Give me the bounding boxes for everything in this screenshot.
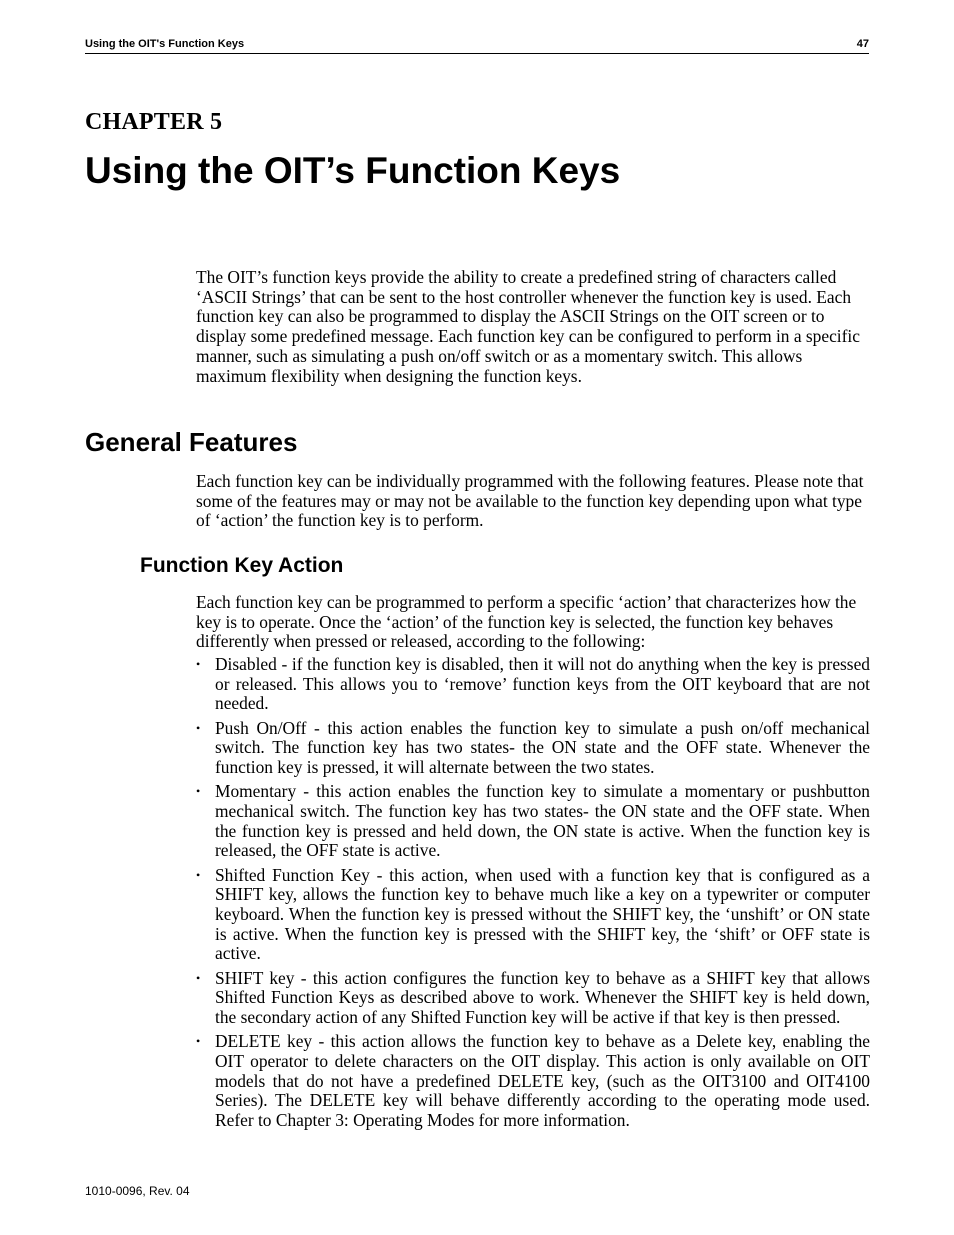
bullet-text: Disabled - if the function key is disabled, then it will not do anything when the key is pressed or released. This allows you to ‘remove’ function keys from the OIT keyboard that are not needed. — [215, 654, 870, 714]
bullet-text: Momentary - this action enables the function key to simulate a momentary or pushbutton mechanical switch. The function key has two states- the ON state and the OFF state. When the function key is pressed and held down, the ON state is active. When the function key is released, the OFF state is active. — [215, 781, 870, 861]
bullet-icon: • — [196, 657, 201, 671]
list-item — [196, 866, 870, 965]
bullet-icon: • — [196, 867, 201, 882]
footer-doc-number: 1010-0096, Rev. 04 — [85, 1184, 190, 1198]
general-features-paragraph: Each function key can be individually programmed with the following features. Please note that some of the features may or may not be available to the function key depending upon what type of ‘action’ the function key is to perform. — [196, 471, 864, 531]
bullet-icon: • — [196, 1034, 201, 1049]
running-header-title: Using the OIT's Function Keys — [85, 38, 245, 50]
chapter-label: CHAPTER 5 — [85, 109, 223, 135]
list-item — [196, 1032, 870, 1131]
bullet-icon: • — [196, 970, 201, 985]
action-bullet-list — [196, 655, 870, 1135]
function-key-action-paragraph: Each function key can be programmed to perform a specific ‘action’ that characterizes how the key is to operate. Once the ‘action’ of the function key is selected, the function key behaves differently when pressed or released, according to the following: — [196, 592, 857, 652]
bullet-text: DELETE key - this action allows the function key to behave as a Delete key, enabling the OIT operator to delete characters on the OIT display. This action is only available on OIT models that do not have a predefined DELETE key, (such as the OIT3100 and OIT4100 Series). The DELETE key will behave differently according to the operating mode used. Refer to Chapter 3: Operating Modes for more information. — [215, 1031, 870, 1130]
bullet-icon: • — [196, 784, 201, 799]
list-item — [196, 655, 870, 714]
bullet-text: SHIFT key - this action configures the function key to behave as a SHIFT key that allows Shifted Function Keys as described above to work. Whenever the SHIFT key is held down, the secondary action of any Shifted Function key will be active if that key is then pressed. — [215, 967, 870, 1027]
list-item — [196, 719, 870, 778]
list-item — [196, 969, 870, 1028]
intro-paragraph: The OIT’s function keys provide the ability to create a predefined string of characters called ‘ASCII Strings’ that can be sent to the host controller whenever the function key is used. Each function key can also be programmed to display the ASCII Strings on the OIT screen or to display some predefined message. Each function key can be configured to perform in a specific manner, such as simulating a push on/off switch or as a momentary switch. This allows maximum flexibility when designing the function keys. — [196, 267, 860, 386]
page-header — [85, 38, 869, 54]
chapter-title: Using the OIT’s Function Keys — [85, 150, 621, 191]
subsection-heading-function-key-action: Function Key Action — [140, 554, 344, 577]
bullet-icon: • — [196, 720, 201, 735]
page-number: 47 — [856, 38, 869, 50]
section-heading-general-features: General Features — [85, 427, 298, 457]
list-item — [196, 782, 870, 861]
bullet-text: Push On/Off - this action enables the function key to simulate a push on/off mechanical switch. The function key has two states- the ON state and the OFF state. Whenever the function key is pressed, it will alternate between the two states. — [215, 717, 870, 778]
bullet-text: Shifted Function Key - this action, when used with a function key that is configured as a SHIFT key, allows the function key to behave much like a key on a typewriter or computer keyboard. When the function key is pressed without the SHIFT key, the ‘unshift’ or ON state is active. When the function key is pressed with the SHIFT key, the ‘shift’ or OFF state is active. — [215, 864, 870, 964]
